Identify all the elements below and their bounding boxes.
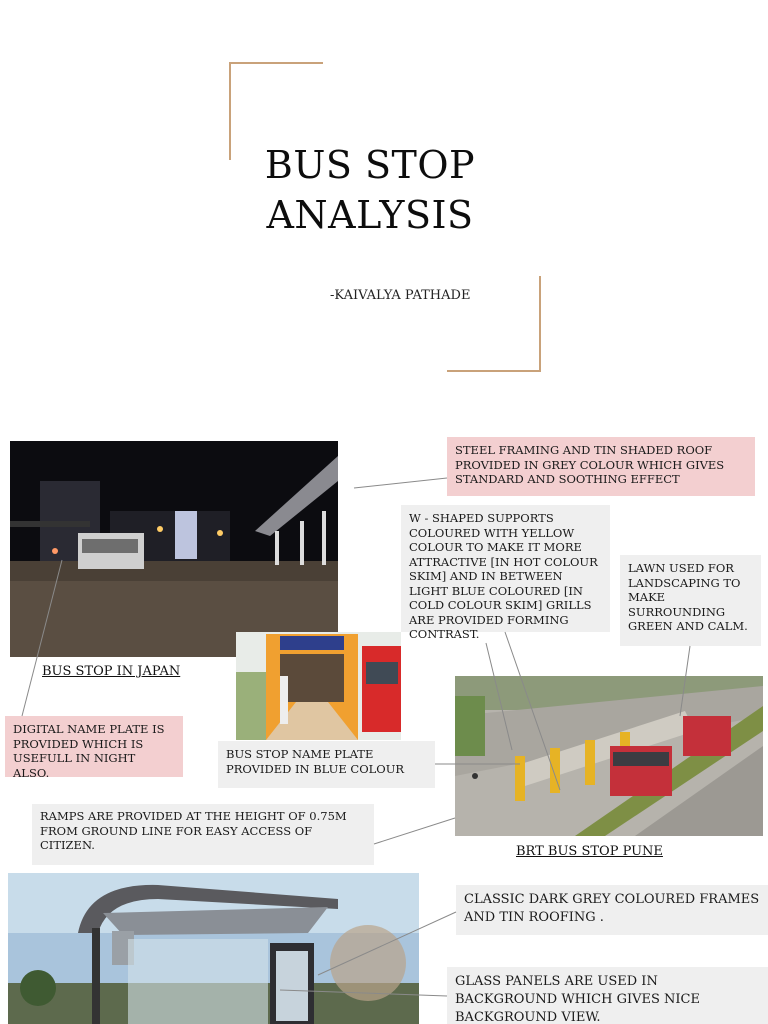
photo-modern-bus-shelter <box>8 873 419 1024</box>
photo-bus-stop-japan <box>10 441 338 657</box>
photo-bus-stop-name-plate <box>236 632 401 740</box>
callout-steel-framing: STEEL FRAMING AND TIN SHADED ROOF PROVIDED IN GREY COLOUR WHICH GIVES STANDARD AND SOOTHING EFFECT <box>447 437 755 496</box>
document-title <box>220 140 520 240</box>
title-line-2: ANALYSIS <box>266 193 474 237</box>
caption-brt-bus-stop-pune: BRT BUS STOP PUNE <box>516 844 663 859</box>
author-name: -KAIVALYA PATHADE <box>330 288 471 303</box>
caption-bus-stop-japan: BUS STOP IN JAPAN <box>42 664 181 679</box>
callout-w-shaped-supports: W - SHAPED SUPPORTS COLOURED WITH YELLOW COLOUR TO MAKE IT MORE ATTRACTIVE [IN HOT COLOUR SKIM] AND IN BETWEEN LIGHT BLUE COLOURED [IN COLD COLOUR SKIM] GRILLS ARE PROVIDED FORMING CONTRAST. <box>401 505 610 632</box>
callout-lawn: LAWN USED FOR LANDSCAPING TO MAKE SURROUNDING GREEN AND CALM. <box>620 555 761 646</box>
callout-dark-grey-frames: CLASSIC DARK GREY COLOURED FRAMES AND TIN ROOFING . <box>456 885 768 935</box>
callout-glass-panels: GLASS PANELS ARE USED IN BACKGROUND WHICH GIVES NICE BACKGROUND VIEW. <box>447 967 768 1024</box>
callout-ramps: RAMPS ARE PROVIDED AT THE HEIGHT OF 0.75M FROM GROUND LINE FOR EASY ACCESS OF CITIZEN. <box>32 804 374 865</box>
title-line-1: BUS STOP <box>264 143 476 187</box>
callout-digital-name-plate: DIGITAL NAME PLATE IS PROVIDED WHICH IS USEFULL IN NIGHT ALSO. <box>5 716 183 777</box>
photo-brt-bus-stop-pune <box>455 676 763 836</box>
callout-blue-name-plate: BUS STOP NAME PLATE PROVIDED IN BLUE COLOUR <box>218 741 435 788</box>
